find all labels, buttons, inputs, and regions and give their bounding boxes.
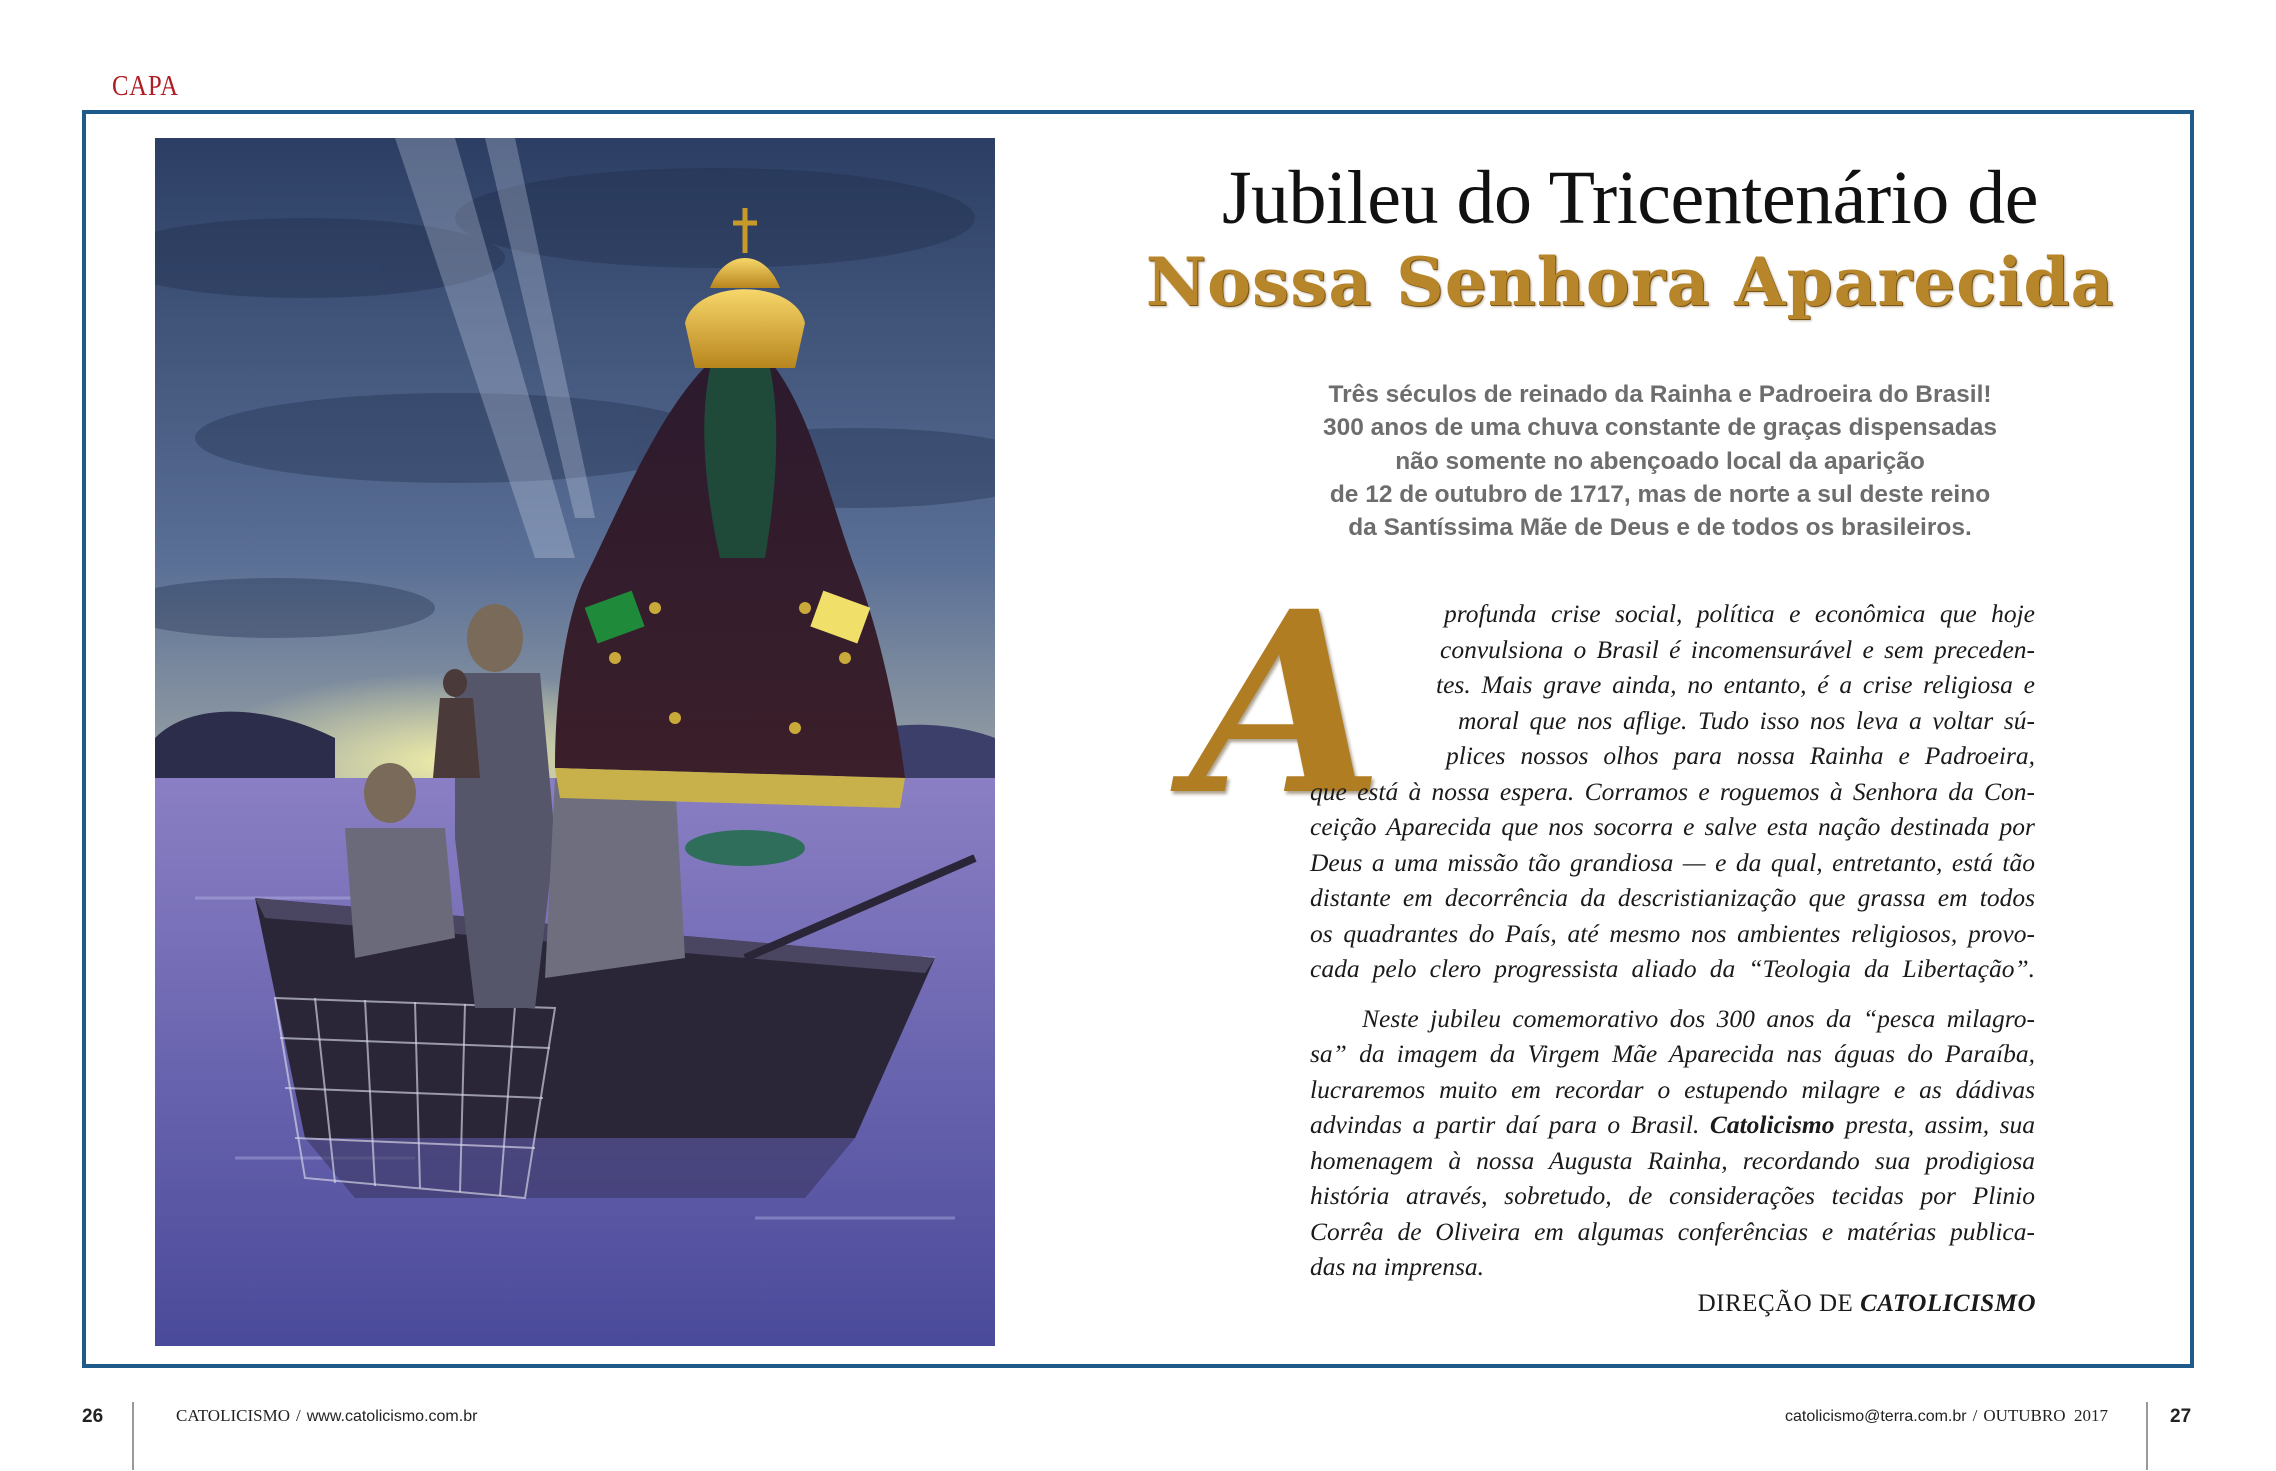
standfirst-line: 300 anos de uma chuva constante de graças dispensadas <box>1322 414 1998 442</box>
text-line: os quadrantes do País, até mesmo nos ambientes religiosos, provo- <box>1310 918 2035 948</box>
text-line <box>1310 1107 2035 1143</box>
footer-divider-left <box>132 1402 134 1470</box>
standfirst-line: da Santíssima Mãe de Deus e de todos os brasileiros. <box>1348 514 1972 542</box>
illustration-apparition-painting <box>155 138 995 1346</box>
text-line: sa” da imagem da Virgem Mãe Aparecida nas águas do Paraíba, <box>1310 1039 2035 1068</box>
footer-issue-date: OUTUBRO 2017 <box>1983 1406 2108 1425</box>
byline-prefix: DIREÇÃO DE <box>1697 1290 1861 1317</box>
byline-brand: CATOLICISMO <box>1860 1290 2036 1317</box>
footer-left <box>176 1406 477 1426</box>
text-line: homenagem à nossa Augusta Rainha, recordando sua prodigiosa <box>1310 1145 2035 1175</box>
footer-right <box>1785 1406 2108 1426</box>
section-label: CAPA <box>112 70 179 102</box>
page-number-right: 27 <box>2170 1406 2192 1427</box>
footer-website-link[interactable]: www.catolicismo.com.br <box>306 1408 478 1425</box>
footer-email-link[interactable]: catolicismo@terra.com.br <box>1784 1408 1967 1425</box>
text-line: das na imprensa. <box>1310 1252 1485 1281</box>
text-line: ceição Aparecida que nos socorra e salve esta nação destinada por <box>1310 812 2035 841</box>
drop-cap: A <box>1190 556 1384 850</box>
footer-brand: CATOLICISMO <box>176 1406 290 1425</box>
standfirst-line: de 12 de outubro de 1717, mas de norte a sul deste reino <box>1329 480 1991 508</box>
footer-separator: / <box>295 1406 301 1425</box>
text-line: história através, sobretudo, de considerações tecidas por Plinio <box>1310 1181 2035 1210</box>
headline-line2: Nossa Senhora Aparecida <box>1145 243 2115 321</box>
standfirst-line: Três séculos de reinado da Rainha e Padroeira do Brasil! <box>1328 381 1992 408</box>
text-line: tes. Mais grave ainda, no entanto, é a crise religiosa e <box>1436 670 2035 699</box>
text-line: que está à nossa espera. Corramos e roguemos à Senhora da Con- <box>1310 776 2035 806</box>
paragraph-2 <box>1310 1001 2035 1285</box>
text-line: Corrêa de Oliveira em algumas conferências e matérias publica- <box>1310 1216 2035 1246</box>
text-line: Deus a uma missão tão grandiosa — e da qual, entretanto, está tão <box>1310 847 2035 877</box>
text-line: convulsiona o Brasil é incomensurável e sem preceden- <box>1440 634 2035 664</box>
text-fragment: presta, assim, sua <box>1834 1110 2036 1139</box>
text-line: Neste jubileu comemorativo dos 300 anos da “pesca milagro- <box>1362 1003 2035 1033</box>
headline-line1: Jubileu do Tricentenário de <box>1221 156 2039 240</box>
text-line: plices nossos olhos para nossa Rainha e Padroeira, <box>1446 741 2035 770</box>
text-line: moral que nos aflige. Tudo isso nos leva a voltar sú- <box>1458 705 2035 735</box>
standfirst <box>1240 378 2080 545</box>
paragraph-1 <box>1310 596 2035 987</box>
text-line: profunda crise social, política e econômica que hoje <box>1444 599 2035 628</box>
text-line: distante em decorrência da descristianização que grassa em todos <box>1310 883 2035 912</box>
byline-signature <box>1698 1290 2036 1318</box>
standfirst-line: não somente no abençoado local da aparição <box>1395 447 1925 475</box>
footer-divider-right <box>2146 1402 2148 1470</box>
magazine-name: Catolicismo <box>1709 1110 1835 1139</box>
article-body <box>1310 596 2035 1285</box>
page-number-left: 26 <box>82 1406 104 1427</box>
text-line: lucraremos muito em recordar o estupendo milagre e as dádivas <box>1310 1074 2035 1104</box>
text-line: cada pelo clero progressista aliado da “Teologia da Libertação”. <box>1310 954 2035 983</box>
footer-separator: / <box>1972 1406 1978 1425</box>
text-fragment: advindas a partir daí para o Brasil. <box>1310 1110 1710 1139</box>
